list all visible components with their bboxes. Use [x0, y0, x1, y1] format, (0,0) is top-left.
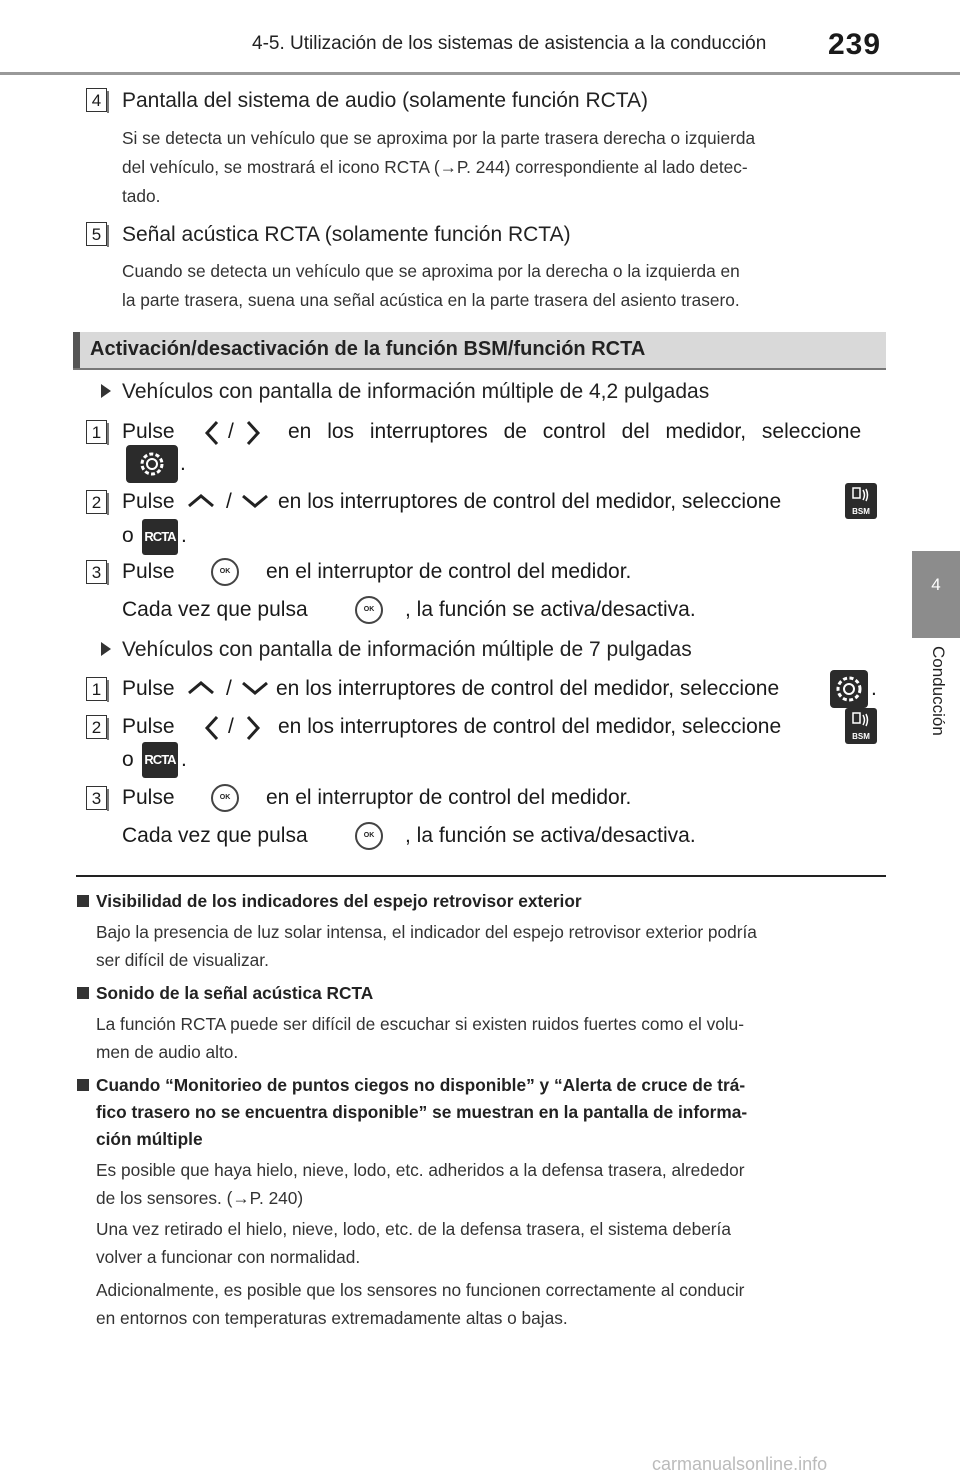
rcta-icon: RCTA: [142, 742, 178, 778]
callout-line: Si se detecta un vehículo que se aproxima por la parte trasera derecha o izquierda: [122, 128, 756, 148]
step-text: Cada vez que pulsa: [122, 598, 308, 621]
step-end: .: [180, 452, 186, 475]
step-text: en el interruptor de control del medidor.: [266, 786, 632, 809]
ok-button-icon: OK: [355, 596, 383, 624]
chevron-down-icon: [240, 679, 270, 697]
section-heading-bar: [73, 332, 886, 368]
page-header: [0, 0, 960, 75]
note-title: Cuando “Monitorieo de puntos ciegos no disponible” y “Alerta de cruce de trá-: [96, 1075, 746, 1095]
ok-button-icon: OK: [211, 784, 239, 812]
step-number: 1: [86, 420, 107, 444]
chevron-up-icon: [186, 679, 216, 697]
note-line: Bajo la presencia de luz solar intensa, el indicador del espejo retrovisor exterior podría: [96, 922, 757, 942]
step-slash: /: [226, 677, 232, 700]
note-line: de los sensores. (→P. 240): [96, 1188, 304, 1208]
chapter-number: 4: [931, 575, 941, 594]
callout-line: la parte trasera, suena una señal acústica en la parte trasera del asiento trasero.: [122, 290, 740, 310]
footer-watermark: carmanualsonline.info: [652, 1454, 828, 1474]
chevron-left-icon: [203, 714, 221, 742]
chevron-down-icon: [240, 492, 270, 510]
ok-button-icon: OK: [355, 822, 383, 850]
step-text: Pulse: [122, 560, 175, 583]
header-rule: [0, 72, 960, 75]
step-text: , la función se activa/desactiva.: [405, 598, 696, 621]
callout-number: 4: [86, 88, 107, 112]
settings-gear-icon: [126, 445, 178, 483]
step-text: Pulse: [122, 420, 175, 443]
heading-underline: [73, 368, 886, 370]
callout-number: 5: [86, 222, 107, 246]
group-title: Vehículos con pantalla de información múltiple de 7 pulgadas: [122, 638, 692, 661]
note-line: La función RCTA puede ser difícil de escuchar si existen ruidos fuertes como el volu-: [96, 1014, 745, 1034]
chevron-right-icon: [244, 419, 262, 447]
heading-accent: [73, 332, 80, 368]
step-slash: /: [228, 715, 234, 738]
note-line: men de audio alto.: [96, 1042, 239, 1062]
step-text: en los interruptores de control del medidor, seleccione: [278, 715, 782, 738]
step-text: en el interruptor de control del medidor.: [266, 560, 632, 583]
note-title: Visibilidad de los indicadores del espejo retrovisor exterior: [96, 891, 582, 911]
chapter-name: Conducción: [929, 646, 948, 736]
note-title: Sonido de la señal acústica RCTA: [96, 983, 374, 1003]
callout-title: Señal acústica RCTA (solamente función RCTA): [122, 223, 571, 246]
step-end: .: [871, 677, 877, 700]
note-line: volver a funcionar con normalidad.: [96, 1247, 361, 1267]
step-number: 3: [86, 786, 107, 810]
chevron-up-icon: [186, 492, 216, 510]
note-line: en entornos con temperaturas extremadamente altas o bajas.: [96, 1308, 568, 1328]
bullet-triangle-icon: [101, 384, 111, 398]
note-line: Adicionalmente, es posible que los sensores no funcionen correctamente al conducir: [96, 1280, 745, 1300]
step-slash: /: [228, 420, 234, 443]
bsm-icon: [845, 708, 877, 744]
step-number: 3: [86, 560, 107, 584]
note-line: ser difícil de visualizar.: [96, 950, 269, 970]
bsm-label: BSM: [852, 507, 870, 516]
step-end: .: [181, 524, 187, 547]
chapter-tab: [912, 551, 960, 638]
callout-title: Pantalla del sistema de audio (solamente función RCTA): [122, 89, 649, 112]
chevron-left-icon: [203, 419, 221, 447]
bullet-triangle-icon: [101, 642, 111, 656]
step-text: Pulse: [122, 677, 175, 700]
step-text: en los interruptores de control del medidor, seleccione: [278, 490, 782, 513]
step-text: Pulse: [122, 490, 175, 513]
note-bullet-square: [77, 987, 89, 999]
settings-gear-icon: [830, 670, 868, 708]
section-title: 4-5. Utilización de los sistemas de asistencia a la conducción: [252, 33, 767, 54]
page-number: 239: [828, 28, 882, 61]
step-text: Pulse: [122, 715, 175, 738]
step-or: o: [122, 524, 134, 547]
note-title: ción múltiple: [96, 1129, 203, 1149]
callout-line: tado.: [122, 186, 161, 206]
step-or: o: [122, 748, 134, 771]
step-slash: /: [226, 490, 232, 513]
note-line: Es posible que haya hielo, nieve, lodo, etc. adheridos a la defensa trasera, alrededor: [96, 1160, 745, 1180]
group-title: Vehículos con pantalla de información múltiple de 4,2 pulgadas: [122, 380, 710, 403]
step-number: 1: [86, 677, 107, 701]
step-end: .: [181, 748, 187, 771]
note-bullet-square: [77, 1079, 89, 1091]
section-heading: Activación/desactivación de la función BSM/función RCTA: [90, 338, 646, 360]
step-text: , la función se activa/desactiva.: [405, 824, 696, 847]
step-number: 2: [86, 490, 107, 514]
note-title: fico trasero no se encuentra disponible” se muestran en la pantalla de informa-: [96, 1102, 748, 1122]
ok-button-icon: OK: [211, 558, 239, 586]
bsm-icon: [845, 483, 877, 519]
note-line: Una vez retirado el hielo, nieve, lodo, etc. de la defensa trasera, el sistema debería: [96, 1219, 731, 1239]
rcta-icon: RCTA: [142, 519, 178, 555]
chevron-right-icon: [244, 714, 262, 742]
step-text: en los interruptores de control del medidor, seleccione: [288, 420, 862, 443]
step-number: 2: [86, 715, 107, 739]
bsm-label: BSM: [852, 732, 870, 741]
step-text: Pulse: [122, 786, 175, 809]
step-text: en los interruptores de control del medidor, seleccione: [276, 677, 780, 700]
callout-line: del vehículo, se mostrará el icono RCTA (→P. 244) correspondiente al lado detec-: [122, 157, 748, 177]
callout-line: Cuando se detecta un vehículo que se aproxima por la derecha o la izquierda en: [122, 261, 740, 281]
note-bullet-square: [77, 895, 89, 907]
notes-divider: [76, 875, 886, 877]
step-text: Cada vez que pulsa: [122, 824, 308, 847]
